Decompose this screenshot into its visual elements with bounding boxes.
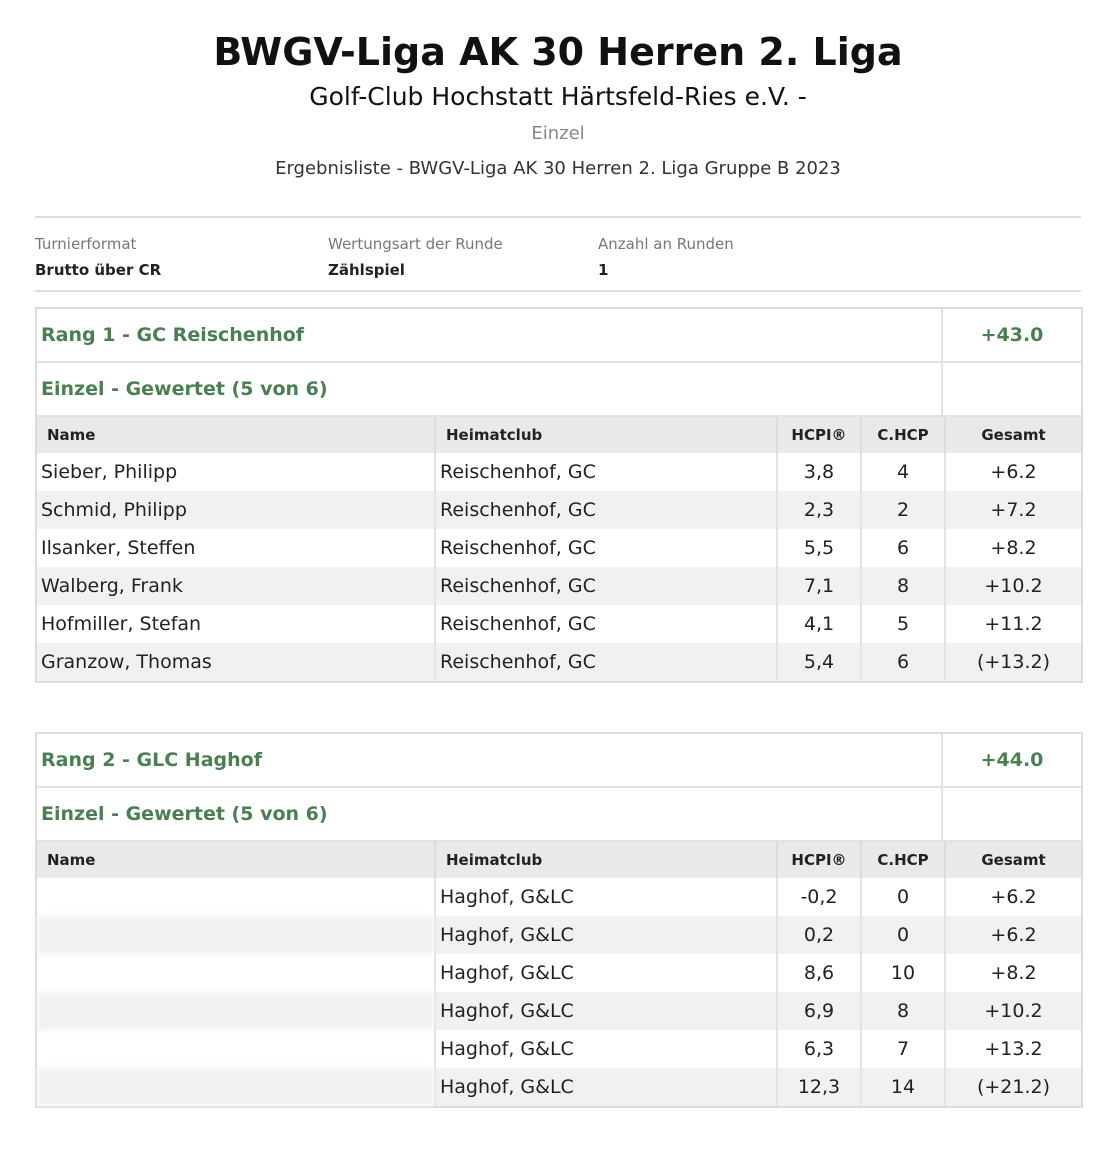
player-hcpi: 3,8 <box>777 453 861 491</box>
meta-scoring-value: Zählspiel <box>328 261 405 279</box>
player-club: Haghof, G&LC <box>435 992 777 1030</box>
player-hcpi: 5,4 <box>777 643 861 681</box>
player-club: Reischenhof, GC <box>435 567 777 605</box>
player-total: +7.2 <box>945 491 1081 529</box>
player-total: +10.2 <box>945 992 1081 1030</box>
mode-label: Einzel <box>531 123 585 144</box>
player-club: Reischenhof, GC <box>435 529 777 567</box>
team-header <box>37 309 1081 363</box>
player-total: +6.2 <box>945 916 1081 954</box>
table-row <box>37 643 1081 681</box>
player-chcp: 10 <box>861 954 945 992</box>
results-table <box>37 842 1081 1106</box>
player-club: Reischenhof, GC <box>435 453 777 491</box>
player-total: (+21.2) <box>945 1068 1081 1106</box>
player-total: +6.2 <box>990 886 1037 908</box>
player-hcpi: 7,1 <box>777 567 861 605</box>
table-row <box>37 567 1081 605</box>
player-total: +13.2 <box>984 1038 1043 1060</box>
player-hcpi: 6,3 <box>777 1030 861 1068</box>
table-row <box>37 954 1081 992</box>
group-label: Einzel - Gewertet (5 von 6) <box>37 788 943 840</box>
column-header-name: Name <box>37 842 435 878</box>
player-name-redacted <box>37 992 435 1030</box>
meta-format-label: Turnierformat <box>35 235 137 253</box>
player-club: Haghof, G&LC <box>435 878 777 916</box>
player-chcp: 5 <box>861 605 945 643</box>
group-score-empty <box>943 788 1081 840</box>
meta-rounds <box>598 235 734 279</box>
player-club: Reischenhof, GC <box>435 605 777 643</box>
player-name: Hofmiller, Stefan <box>37 605 435 643</box>
player-club: Haghof, G&LC <box>435 916 777 954</box>
column-header-name: Name <box>37 417 435 453</box>
table-row <box>37 605 1081 643</box>
result-list-name: Ergebnisliste - BWGV-Liga AK 30 Herren 2. Liga Gruppe B 2023 <box>275 158 841 179</box>
player-total: +6.2 <box>990 461 1037 483</box>
player-club: Haghof, G&LC <box>435 954 777 992</box>
group-header <box>37 788 1081 842</box>
player-chcp: 7 <box>861 1030 945 1068</box>
table-row <box>37 529 1081 567</box>
player-club: Reischenhof, GC <box>435 643 777 681</box>
team-score: +44.0 <box>980 749 1044 771</box>
meta-rounds-value: 1 <box>598 261 609 279</box>
player-hcpi: 4,1 <box>777 605 861 643</box>
player-total: +10.2 <box>945 567 1081 605</box>
player-name: Sieber, Philipp <box>37 453 435 491</box>
player-chcp: 4 <box>861 453 945 491</box>
table-header-row <box>37 842 1081 878</box>
player-name: Walberg, Frank <box>37 567 435 605</box>
results-table <box>37 417 1081 681</box>
column-header-hcpi: HCPI® <box>777 417 861 453</box>
player-chcp: 0 <box>861 916 945 954</box>
player-club: Haghof, G&LC <box>435 1030 777 1068</box>
table-row <box>37 453 1081 491</box>
column-header-club: Heimatclub <box>435 842 777 878</box>
divider <box>35 216 1081 218</box>
group-header <box>37 363 1081 417</box>
player-total: (+13.2) <box>945 643 1081 681</box>
player-chcp: 2 <box>861 491 945 529</box>
player-hcpi: 12,3 <box>777 1068 861 1106</box>
group-score-empty <box>943 363 1081 415</box>
team-header <box>37 734 1081 788</box>
player-chcp: 0 <box>861 878 945 916</box>
column-header-club: Heimatclub <box>435 417 777 453</box>
meta-scoring <box>328 235 503 279</box>
column-header-chcp: C.HCP <box>861 417 945 453</box>
column-header-hcpi: HCPI® <box>777 842 861 878</box>
table-row <box>37 1068 1081 1106</box>
player-name: Granzow, Thomas <box>37 643 435 681</box>
player-hcpi: 8,6 <box>777 954 861 992</box>
column-header-chcp: C.HCP <box>861 842 945 878</box>
player-name: Ilsanker, Steffen <box>37 529 435 567</box>
meta-format <box>35 235 161 279</box>
player-chcp: 8 <box>861 567 945 605</box>
player-chcp: 8 <box>861 992 945 1030</box>
table-row <box>37 491 1081 529</box>
team-block-2 <box>35 732 1083 1108</box>
player-hcpi: 6,9 <box>777 992 861 1030</box>
table-header-row <box>37 417 1081 453</box>
player-hcpi: 2,3 <box>777 491 861 529</box>
table-row <box>37 1030 1081 1068</box>
meta-format-value: Brutto über CR <box>35 261 162 279</box>
player-club: Reischenhof, GC <box>435 491 777 529</box>
table-row <box>37 878 1081 916</box>
team-score: +43.0 <box>980 324 1044 346</box>
player-name-redacted <box>37 878 435 916</box>
meta-scoring-label: Wertungsart der Runde <box>328 235 503 253</box>
player-hcpi: 0,2 <box>777 916 861 954</box>
player-name-redacted <box>37 1068 435 1106</box>
player-name: Schmid, Philipp <box>37 491 435 529</box>
team-rank-label: Rang 2 - GLC Haghof <box>37 734 943 786</box>
page-title: BWGV-Liga AK 30 Herren 2. Liga <box>213 30 903 74</box>
player-hcpi: 5,5 <box>777 529 861 567</box>
player-hcpi: -0,2 <box>777 878 861 916</box>
column-header-total: Gesamt <box>945 417 1081 453</box>
player-name-redacted <box>37 1030 435 1068</box>
meta-rounds-label: Anzahl an Runden <box>598 235 734 253</box>
player-total: +8.2 <box>990 537 1037 559</box>
player-name-redacted <box>37 954 435 992</box>
player-chcp: 6 <box>861 529 945 567</box>
player-club: Haghof, G&LC <box>435 1068 777 1106</box>
player-chcp: 14 <box>861 1068 945 1106</box>
player-name-redacted <box>37 916 435 954</box>
team-block-1 <box>35 307 1083 683</box>
team-rank-label: Rang 1 - GC Reischenhof <box>37 309 943 361</box>
table-row <box>37 916 1081 954</box>
player-chcp: 6 <box>861 643 945 681</box>
player-total: +11.2 <box>984 613 1043 635</box>
player-total: +8.2 <box>990 962 1037 984</box>
column-header-total: Gesamt <box>945 842 1081 878</box>
club-subtitle: Golf-Club Hochstatt Härtsfeld-Ries e.V. - <box>309 82 807 111</box>
table-row <box>37 992 1081 1030</box>
divider <box>35 290 1081 292</box>
group-label: Einzel - Gewertet (5 von 6) <box>37 363 943 415</box>
